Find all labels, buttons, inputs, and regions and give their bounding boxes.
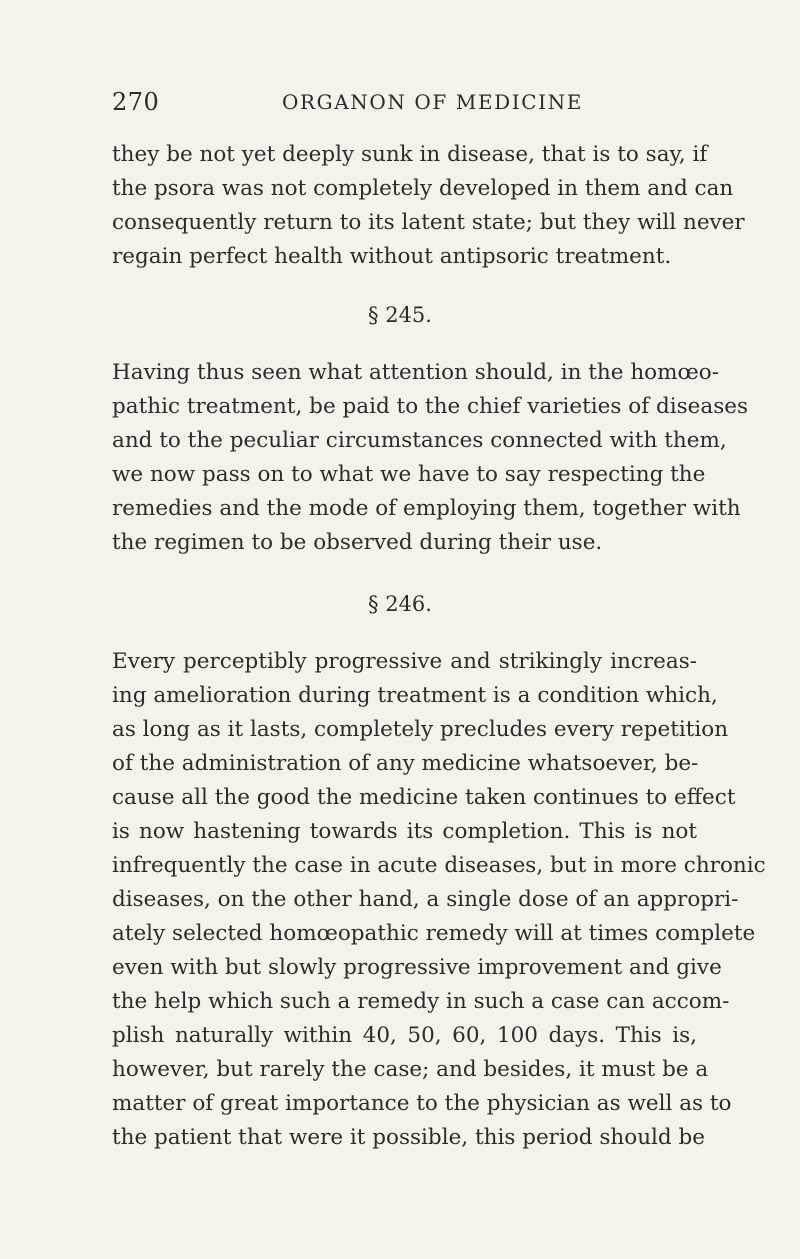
text-line: ing amelioration during treatment is a condition which, bbox=[112, 683, 718, 708]
text-line: is now hastening towards its completion. This is not bbox=[112, 819, 697, 844]
text-line: pathic treatment, be paid to the chief varieties of diseases bbox=[112, 394, 748, 419]
text-line: of the administration of any medicine whatsoever, be- bbox=[112, 751, 699, 776]
text-line: cause all the good the medicine taken continues to effect bbox=[112, 785, 736, 810]
text-line: diseases, on the other hand, a single dose of an appropri- bbox=[112, 887, 739, 912]
text-line: Having thus seen what attention should, in the homœo- bbox=[112, 360, 719, 385]
text-line: and to the peculiar circumstances connected with them, bbox=[112, 428, 727, 453]
text-line: regain perfect health without antipsoric treatment. bbox=[112, 244, 672, 269]
text-line: plish naturally within 40, 50, 60, 100 days. This is, bbox=[112, 1023, 697, 1048]
text-line: matter of great importance to the physician as well as to bbox=[112, 1091, 732, 1116]
running-title: ORGANON OF MEDICINE bbox=[282, 90, 583, 114]
text-line: they be not yet deeply sunk in disease, that is to say, if bbox=[112, 142, 708, 167]
page-header bbox=[112, 88, 692, 118]
text-line: even with but slowly progressive improvement and give bbox=[112, 955, 722, 980]
text-line: the help which such a remedy in such a case can accom- bbox=[112, 989, 730, 1014]
text-line: Every perceptibly progressive and strikingly increas- bbox=[112, 649, 697, 674]
page-number: 270 bbox=[112, 88, 160, 116]
section-heading-245: § 245. bbox=[368, 303, 432, 327]
text-line: consequently return to its latent state; but they will never bbox=[112, 210, 745, 235]
text-line: ately selected homœopathic remedy will at times complete bbox=[112, 921, 756, 946]
text-line: infrequently the case in acute diseases, but in more chronic bbox=[112, 853, 766, 878]
text-line: however, but rarely the case; and besides, it must be a bbox=[112, 1057, 709, 1082]
text-line: remedies and the mode of employing them, together with bbox=[112, 496, 741, 521]
text-line: the patient that were it possible, this period should be bbox=[112, 1125, 706, 1150]
text-line: as long as it lasts, completely precludes every repetition bbox=[112, 717, 729, 742]
text-line: we now pass on to what we have to say respecting the bbox=[112, 462, 706, 487]
text-line: the psora was not completely developed in them and can bbox=[112, 176, 734, 201]
text-line: the regimen to be observed during their use. bbox=[112, 530, 603, 555]
section-heading-246: § 246. bbox=[368, 592, 432, 616]
